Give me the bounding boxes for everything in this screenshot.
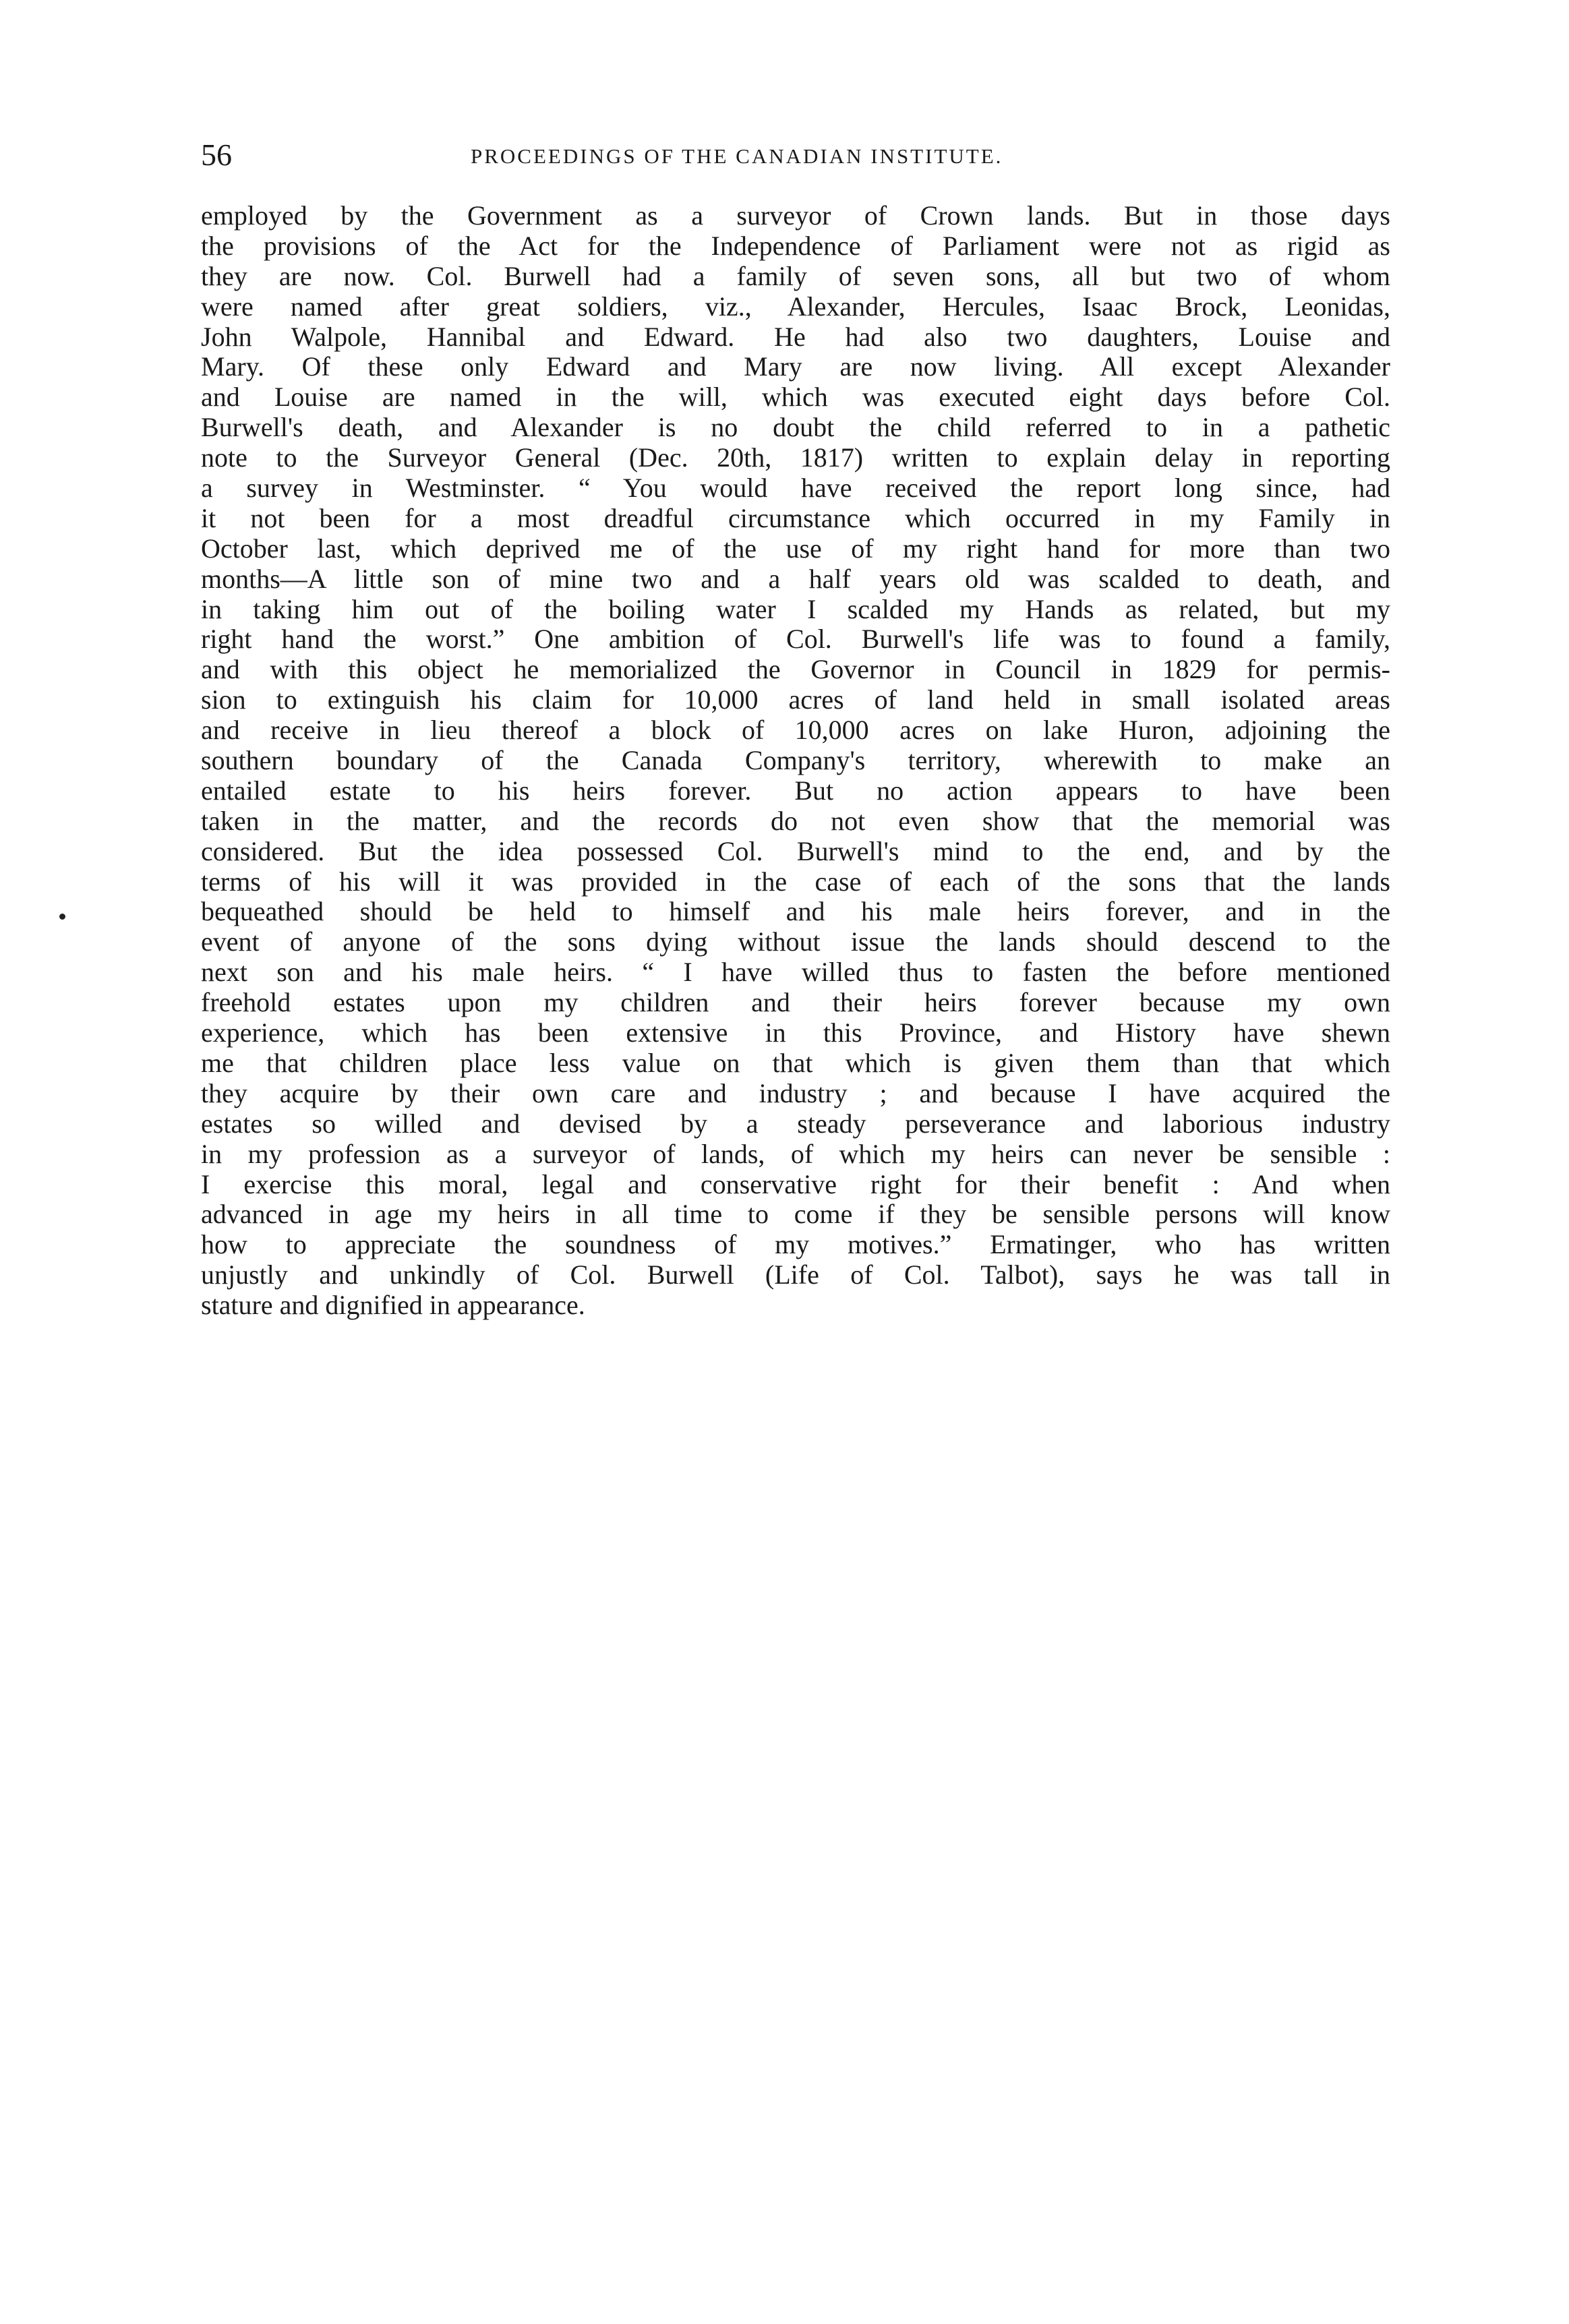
text-line: in taking him out of the boiling water I scalded my Hands as related, but my: [201, 593, 1390, 624]
text-line: considered. But the idea possessed Col. Burwell's mind to the end, and by the: [201, 835, 1390, 866]
page-number: 56: [201, 138, 232, 172]
text-line: event of anyone of the sons dying without issue the lands should descend to the: [201, 926, 1390, 957]
text-line: and Louise are named in the will, which was executed eight days before Col.: [201, 382, 1390, 413]
text-line: in my profession as a surveyor of lands, of which my heirs can never be sensible :: [201, 1138, 1390, 1169]
text-line: I exercise this moral, legal and conservative right for their benefit : And when: [201, 1168, 1390, 1199]
text-line: estates so willed and devised by a steady perseverance and laborious industry: [201, 1108, 1390, 1139]
page-header: [201, 135, 1389, 175]
text-line: were named after great soldiers, viz., Alexander, Hercules, Isaac Brock, Leonidas,: [201, 291, 1390, 322]
text-line-last: stature and dignified in appearance.: [201, 1290, 585, 1321]
body-text: [201, 201, 1390, 1321]
text-line: it not been for a most dreadful circumstance which occurred in my Family in: [201, 502, 1390, 533]
text-line: October last, which deprived me of the use of my right hand for more than two: [201, 533, 1390, 564]
text-line: terms of his will it was provided in the case of each of the sons that the lands: [201, 866, 1390, 897]
text-line: and receive in lieu thereof a block of 10,000 acres on lake Huron, adjoining the: [201, 715, 1390, 746]
text-line: how to appreciate the soundness of my motives.” Ermatinger, who has written: [201, 1229, 1390, 1260]
text-line: they acquire by their own care and industry ; and because I have acquired the: [201, 1077, 1390, 1108]
text-line: John Walpole, Hannibal and Edward. He had also two daughters, Louise and: [201, 321, 1390, 352]
text-line: Burwell's death, and Alexander is no doubt the child referred to in a pathetic: [201, 412, 1390, 443]
text-line: southern boundary of the Canada Company's territory, wherewith to make an: [201, 745, 1390, 776]
text-line: taken in the matter, and the records do not even show that the memorial was: [201, 805, 1390, 836]
text-line: employed by the Government as a surveyor of Crown lands. But in those days: [201, 200, 1390, 231]
text-line: entailed estate to his heirs forever. But no action appears to have been: [201, 775, 1390, 806]
text-line: Mary. Of these only Edward and Mary are now living. All except Alexander: [201, 351, 1390, 382]
margin-dot-mark: [59, 914, 65, 920]
text-line: bequeathed should be held to himself and his male heirs forever, and in the: [201, 896, 1390, 927]
text-line: note to the Surveyor General (Dec. 20th, 1817) written to explain delay in reporting: [201, 442, 1390, 473]
running-head: PROCEEDINGS OF THE CANADIAN INSTITUTE.: [471, 144, 1003, 168]
text-line: advanced in age my heirs in all time to come if they be sensible persons will know: [201, 1199, 1390, 1230]
text-line: a survey in Westminster. “ You would have received the report long since, had: [201, 473, 1390, 504]
text-line: experience, which has been extensive in this Province, and History have shewn: [201, 1017, 1390, 1048]
text-line: freehold estates upon my children and their heirs forever because my own: [201, 987, 1390, 1018]
text-line: unjustly and unkindly of Col. Burwell (Life of Col. Talbot), says he was tall in: [201, 1259, 1390, 1290]
text-line: right hand the worst.” One ambition of Col. Burwell's life was to found a family,: [201, 624, 1390, 655]
text-line: the provisions of the Act for the Independence of Parliament were not as rigid as: [201, 230, 1390, 261]
text-line: months—A little son of mine two and a half years old was scalded to death, and: [201, 563, 1390, 594]
text-line: sion to extinguish his claim for 10,000 acres of land held in small isolated areas: [201, 684, 1390, 715]
text-line: me that children place less value on that which is given them than that which: [201, 1047, 1390, 1078]
text-line: they are now. Col. Burwell had a family of seven sons, all but two of whom: [201, 260, 1390, 291]
text-line: and with this object he memorialized the Governor in Council in 1829 for permis-: [201, 654, 1390, 685]
text-line: next son and his male heirs. “ I have willed thus to fasten the before mentioned: [201, 957, 1390, 988]
